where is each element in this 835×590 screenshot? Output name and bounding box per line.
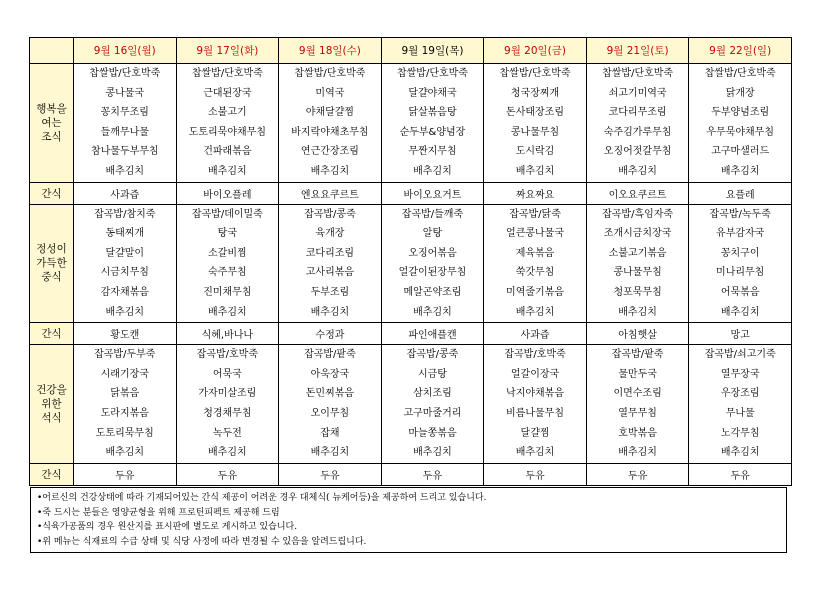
menu-item: 미역국 — [315, 87, 345, 99]
meal-cell — [586, 345, 689, 464]
menu-item: 우무묵야채무침 — [706, 126, 774, 138]
menu-item: 무짠지무침 — [408, 146, 457, 158]
menu-item: 잡곡밥/참치죽 — [94, 208, 156, 220]
snack-cell: 두유 — [279, 463, 382, 485]
breakfast-snack-row — [30, 182, 792, 204]
menu-item: 오징어볶음 — [408, 247, 457, 259]
menu-item: 순두부&양념장 — [399, 126, 466, 138]
menu-item: 배추김치 — [618, 447, 657, 459]
menu-item: 배추김치 — [105, 165, 145, 177]
menu-item: 배추김치 — [515, 306, 555, 318]
menu-item: 얼큰콩나물국 — [506, 228, 565, 240]
meal-cell — [586, 204, 689, 323]
menu-item: 숙주무침 — [208, 267, 247, 279]
snack-cell: 사과즙 — [74, 182, 177, 204]
menu-item: 시래기장국 — [100, 368, 149, 380]
menu-item: 도토리묵무침 — [95, 427, 154, 439]
snack-cell: 망고 — [689, 323, 792, 345]
lunch-label — [30, 204, 74, 323]
menu-item: 알탕 — [422, 228, 443, 240]
menu-item: 도시락김 — [515, 146, 555, 158]
menu-item: 들깨무나물 — [100, 126, 149, 138]
menu-item: 호박볶음 — [618, 427, 657, 439]
menu-item: 이면수조림 — [613, 388, 662, 400]
menu-item: 배추김치 — [413, 447, 452, 459]
snack-label: 간식 — [30, 463, 74, 485]
menu-item: 콩나물무침 — [510, 126, 560, 138]
menu-item: 두부양념조림 — [711, 107, 770, 119]
snack-cell: 두유 — [689, 463, 792, 485]
menu-item: 닭개장 — [725, 87, 755, 99]
menu-item: 배추김치 — [208, 447, 247, 459]
meal-cell — [279, 204, 382, 323]
snack-cell: 바이오플레 — [176, 182, 279, 204]
menu-item: 배추김치 — [618, 306, 657, 318]
lunch-snack-row — [30, 323, 792, 345]
menu-item: 감자채볶음 — [100, 286, 149, 298]
menu-item: 잡곡밥/쇠고기죽 — [704, 349, 776, 361]
snack-cell: 두유 — [484, 463, 587, 485]
meal-cell — [176, 204, 279, 323]
menu-item: 청포묵무침 — [613, 286, 662, 298]
meal-cell — [74, 204, 177, 323]
menu-item: 육개장 — [315, 228, 345, 240]
menu-item: 배추김치 — [310, 447, 350, 459]
menu-item: 미나리무침 — [716, 267, 765, 279]
menu-item: 두부조림 — [310, 286, 350, 298]
day-header-wed: 9월 18일(수) — [279, 38, 382, 64]
meal-cell — [381, 345, 484, 464]
menu-item: 어묵볶음 — [720, 286, 760, 298]
menu-item: 잡곡밥/팥죽 — [611, 349, 664, 361]
meal-cell — [484, 64, 587, 183]
menu-item: 배추김치 — [720, 306, 760, 318]
menu-item: 고구마샐러드 — [711, 146, 770, 158]
note-line: •식육가공품의 경우 원산지를 표시판에 별도로 게시하고 있습니다. — [37, 522, 298, 532]
menu-item: 시금치무침 — [100, 267, 149, 279]
menu-item: 진미채무침 — [203, 286, 252, 298]
breakfast-label — [30, 64, 74, 183]
weekly-menu-table — [29, 37, 792, 486]
menu-item: 비름나물무침 — [506, 407, 565, 419]
menu-item: 콩나물무침 — [613, 267, 662, 279]
notes-box — [30, 487, 787, 553]
menu-item: 배추김치 — [413, 306, 452, 318]
snack-cell: 바이오요거트 — [381, 182, 484, 204]
meal-cell — [381, 64, 484, 183]
menu-item: 꽁치무조림 — [100, 107, 149, 119]
menu-item: 메알곤약조림 — [403, 286, 462, 298]
menu-item: 건파래볶음 — [203, 146, 252, 158]
menu-item: 열무장국 — [720, 368, 760, 380]
snack-cell: 엔요요쿠르트 — [279, 182, 382, 204]
dinner-label — [30, 345, 74, 464]
menu-item: 노각무침 — [720, 427, 760, 439]
menu-item: 배추김치 — [310, 306, 350, 318]
menu-item: 찹쌀밥/단호박죽 — [396, 68, 468, 79]
menu-item: 배추김치 — [515, 165, 555, 177]
menu-item: 잡곡밥/두부죽 — [94, 349, 156, 361]
menu-item: 배추김치 — [208, 306, 247, 318]
menu-item: 돈민찌볶음 — [305, 388, 355, 400]
menu-item: 바지락야채초무침 — [291, 126, 369, 138]
meal-cell — [74, 345, 177, 464]
menu-item: 무나물 — [725, 407, 755, 419]
menu-item: 소불고기볶음 — [608, 247, 667, 259]
menu-item: 코다리조림 — [305, 247, 355, 259]
menu-item: 소불고기 — [208, 107, 247, 119]
menu-item: 잡곡밥/팥죽 — [304, 349, 356, 361]
menu-item: 배추김치 — [618, 165, 657, 177]
meal-cell — [484, 345, 587, 464]
menu-item: 오이무침 — [310, 407, 350, 419]
meal-cell — [176, 64, 279, 183]
snack-cell: 두유 — [381, 463, 484, 485]
menu-item: 유부감자국 — [716, 228, 765, 240]
lunch-row — [30, 204, 792, 323]
note-line: •어르신의 건강상태에 따라 기재되어있는 간식 제공이 어려운 경우 대체식( 뉴케어등)을 제공하여 드리고 있습니다. — [37, 493, 487, 503]
menu-item: 제육볶음 — [515, 247, 555, 259]
menu-item: 청경채무침 — [203, 407, 252, 419]
menu-item: 마늘쫑볶음 — [408, 427, 457, 439]
snack-label: 간식 — [30, 182, 74, 204]
menu-item: 야채달걀찜 — [305, 107, 355, 119]
menu-item: 잡곡밥/닭죽 — [509, 208, 561, 220]
row-label-line: 여는 — [41, 116, 62, 129]
breakfast-row — [30, 64, 792, 183]
meal-cell — [689, 345, 792, 464]
note-line: •위 메뉴는 식재료의 수급 상태 및 식당 사정에 따라 변경될 수 있음을 알려드립니다. — [37, 536, 367, 547]
menu-item: 배추김치 — [105, 306, 145, 318]
snack-cell: 짜요짜요 — [484, 182, 587, 204]
meal-cell — [484, 204, 587, 323]
meal-cell — [381, 204, 484, 323]
menu-item: 코다리무조림 — [608, 107, 667, 119]
snack-cell: 두유 — [74, 463, 177, 485]
snack-cell: 수정과 — [279, 323, 382, 345]
row-label-line: 석식 — [41, 411, 62, 424]
menu-item: 꽁치구이 — [720, 247, 760, 259]
row-label-line: 가득한 — [36, 257, 67, 270]
menu-item: 잡곡밥/데이밀죽 — [191, 208, 263, 220]
meal-cell — [689, 64, 792, 183]
snack-cell: 두유 — [176, 463, 279, 485]
header-corner — [30, 38, 74, 64]
menu-item: 아욱장국 — [310, 368, 350, 380]
menu-item: 조개시금치장국 — [603, 228, 672, 240]
snack-cell: 두유 — [586, 463, 689, 485]
menu-item: 잡곡밥/콩죽 — [406, 349, 459, 361]
day-header-sat: 9월 21일(토) — [586, 38, 689, 64]
menu-item: 배추김치 — [208, 165, 247, 177]
menu-item: 참나물두부무침 — [90, 146, 159, 158]
menu-item: 잡곡밥/호박죽 — [504, 349, 566, 361]
snack-cell: 이오요쿠르트 — [586, 182, 689, 204]
menu-item: 달걀야채국 — [408, 87, 457, 99]
meal-cell — [279, 345, 382, 464]
menu-item: 어묵국 — [212, 368, 242, 380]
row-label-line: 정성이 — [36, 243, 67, 256]
dinner-row — [30, 345, 792, 464]
menu-item: 잡곡밥/녹두죽 — [709, 208, 771, 220]
menu-item: 돈사태장조림 — [506, 107, 565, 119]
meal-cell — [279, 64, 382, 183]
snack-cell: 아침햇살 — [586, 323, 689, 345]
menu-item: 가자미살조림 — [198, 388, 257, 400]
snack-cell: 요플레 — [689, 182, 792, 204]
menu-item: 콩나물국 — [105, 87, 145, 99]
menu-item: 닭살볶음탕 — [408, 107, 457, 119]
note-line: •죽 드시는 분들은 영양균형을 위해 프로틴피펙트 제공해 드림 — [37, 507, 280, 518]
menu-item: 배추김치 — [720, 447, 760, 459]
row-label-line: 중식 — [41, 271, 62, 284]
menu-item: 숙주김가루무침 — [603, 126, 672, 138]
menu-item: 찹쌀밥/단호박죽 — [89, 68, 161, 79]
menu-item: 고사리볶음 — [305, 267, 355, 279]
snack-cell: 식혜,바나나 — [176, 323, 279, 345]
menu-item: 동태찌개 — [105, 228, 145, 240]
menu-item: 물만두국 — [618, 368, 657, 380]
menu-item: 찹쌀밥/단호박죽 — [294, 68, 366, 79]
menu-item: 찹쌀밥/단호박죽 — [499, 68, 571, 79]
menu-item: 찹쌀밥/단호박죽 — [602, 68, 674, 79]
menu-item: 시금탕 — [417, 368, 447, 380]
menu-item: 미역줄기볶음 — [506, 286, 565, 298]
menu-item: 잡곡밥/호박죽 — [196, 349, 259, 361]
meal-cell — [176, 345, 279, 464]
row-label-line: 위한 — [41, 397, 62, 410]
menu-item: 얼갈이된장무침 — [398, 267, 467, 279]
menu-item: 잡곡밥/흑임자죽 — [602, 208, 674, 220]
menu-item: 열무무침 — [618, 407, 657, 419]
snack-label: 간식 — [30, 323, 74, 345]
dinner-snack-row — [30, 463, 792, 485]
menu-item: 배추김치 — [310, 165, 350, 177]
row-label-line: 건강을 — [36, 383, 67, 396]
menu-item: 우장조림 — [720, 388, 760, 400]
menu-item: 닭볶음 — [110, 388, 140, 400]
menu-item: 배추김치 — [720, 165, 760, 177]
menu-item: 청국장찌개 — [510, 87, 560, 99]
menu-item: 도토리묵야채무침 — [188, 126, 266, 138]
header-row — [30, 38, 792, 64]
menu-item: 녹두전 — [212, 427, 242, 439]
menu-item: 찹쌀밥/단호박죽 — [704, 68, 776, 79]
menu-item: 잡곡밥/콩죽 — [304, 208, 356, 220]
day-header-thu: 9월 19일(목) — [381, 38, 484, 64]
meal-cell — [586, 64, 689, 183]
day-header-fri: 9월 20일(금) — [484, 38, 587, 64]
menu-item: 연근간장조림 — [300, 146, 359, 158]
snack-cell: 사과즙 — [484, 323, 587, 345]
menu-item: 쇠고기미역국 — [608, 87, 667, 99]
menu-item: 배추김치 — [105, 447, 145, 459]
menu-item: 탕국 — [217, 228, 237, 240]
menu-item: 배추김치 — [515, 447, 555, 459]
menu-item: 잡곡밥/들깨죽 — [401, 208, 464, 220]
menu-item: 도라지볶음 — [100, 407, 149, 419]
menu-item: 달걀말이 — [105, 247, 145, 259]
day-header-tue: 9월 17일(화) — [176, 38, 279, 64]
menu-item: 배추김치 — [413, 165, 452, 177]
menu-item: 근대된장국 — [203, 87, 252, 99]
row-label-line: 행복을 — [36, 102, 67, 115]
meal-cell — [74, 64, 177, 183]
menu-item: 소갈비찜 — [208, 247, 247, 259]
menu-item: 잡채 — [320, 427, 340, 439]
day-header-sun: 9월 22일(일) — [689, 38, 792, 64]
menu-item: 얼갈이장국 — [510, 368, 560, 380]
menu-item: 찹쌀밥/단호박죽 — [191, 68, 263, 79]
menu-item: 낙지야채볶음 — [506, 388, 565, 400]
menu-item: 쑥갓무침 — [515, 267, 555, 279]
meal-cell — [689, 204, 792, 323]
day-header-mon: 9월 16일(월) — [74, 38, 177, 64]
menu-item: 고구마줄거리 — [403, 407, 462, 419]
menu-item: 삼치조림 — [413, 388, 452, 400]
snack-cell: 파인애플캔 — [381, 323, 484, 345]
row-label-line: 조식 — [41, 130, 62, 143]
menu-item: 달걀찜 — [520, 427, 550, 439]
menu-item: 오징어젓갈무침 — [603, 146, 672, 158]
snack-cell: 황도캔 — [74, 323, 177, 345]
